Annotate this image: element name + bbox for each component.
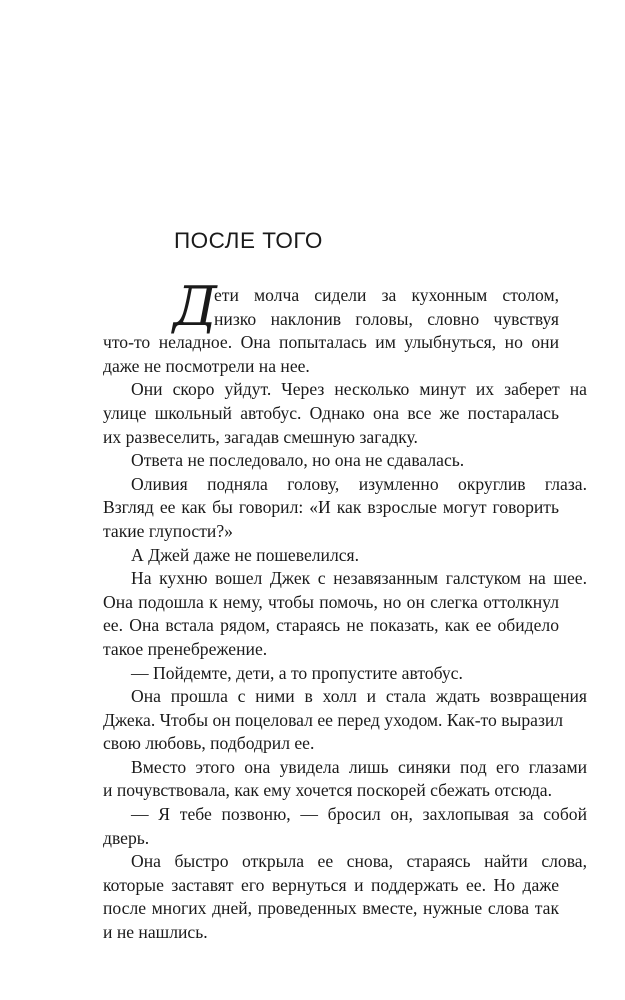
drop-cap-letter: Д <box>173 275 217 338</box>
text-line: которые заставят его вернуться и поддержать ее. Но даже <box>103 874 559 895</box>
text-line: ети молча сидели за кухонным столом, <box>214 285 559 305</box>
text-line: что-то неладное. Она попыталась им улыбнуться, но они <box>103 332 559 353</box>
text-line: Она быстро открыла ее снова, стараясь найти слова, <box>131 851 587 872</box>
text-line: низко наклонив головы, словно чувствуя <box>214 308 559 329</box>
text-line: после многих дней, проведенных вместе, нужные слова так <box>103 898 559 919</box>
text-line: Она подошла к нему, чтобы помочь, но он слегка оттолкнул <box>103 591 559 612</box>
text-line: улице школьный автобус. Однако она все же постаралась <box>103 402 559 423</box>
text-line: их развеселить, загадав смешную загадку. <box>103 426 418 447</box>
text-line: На кухню вошел Джек с незавязанным галстуком на шее. <box>131 568 587 589</box>
chapter-body <box>103 275 587 945</box>
text-line: такие глупости?» <box>103 520 233 541</box>
text-line: и не нашлись. <box>103 922 208 943</box>
text-line: А Джей даже не пошевелился. <box>131 544 360 565</box>
text-line: Вместо этого она увидела лишь синяки под его глазами <box>131 756 587 777</box>
text-lines <box>103 284 587 945</box>
text-line: Джека. Чтобы он поцеловал ее перед уходом. Как-то выразил <box>103 709 564 730</box>
text-line: — Пойдемте, дети, а то пропустите автобус. <box>131 662 463 683</box>
chapter-title: ПОСЛЕ ТОГО <box>174 228 323 253</box>
text-line: Они скоро уйдут. Через несколько минут их заберет на <box>131 379 587 400</box>
text-line: ее. Она встала рядом, стараясь не показать, как ее обидело <box>103 615 559 636</box>
text-line: дверь. <box>103 827 150 848</box>
text-line: Оливия подняла голову, изумленно округлив глаза. <box>131 473 587 494</box>
text-line: свою любовь, подбодрил ее. <box>103 733 315 754</box>
text-line: даже не посмотрели на нее. <box>103 355 310 376</box>
text-line: и почувствовала, как ему хочется поскорей сбежать отсюда. <box>103 780 553 801</box>
text-line: — Я тебе позвоню, — бросил он, захлопывая за собой <box>131 804 587 825</box>
text-line: Она прошла с ними в холл и стала ждать возвращения <box>131 686 587 707</box>
text-line: Ответа не последовало, но она не сдавалась. <box>131 450 465 471</box>
text-line: Взгляд ее как бы говорил: «И как взрослые могут говорить <box>103 497 559 518</box>
text-line: такое пренебрежение. <box>103 638 268 659</box>
